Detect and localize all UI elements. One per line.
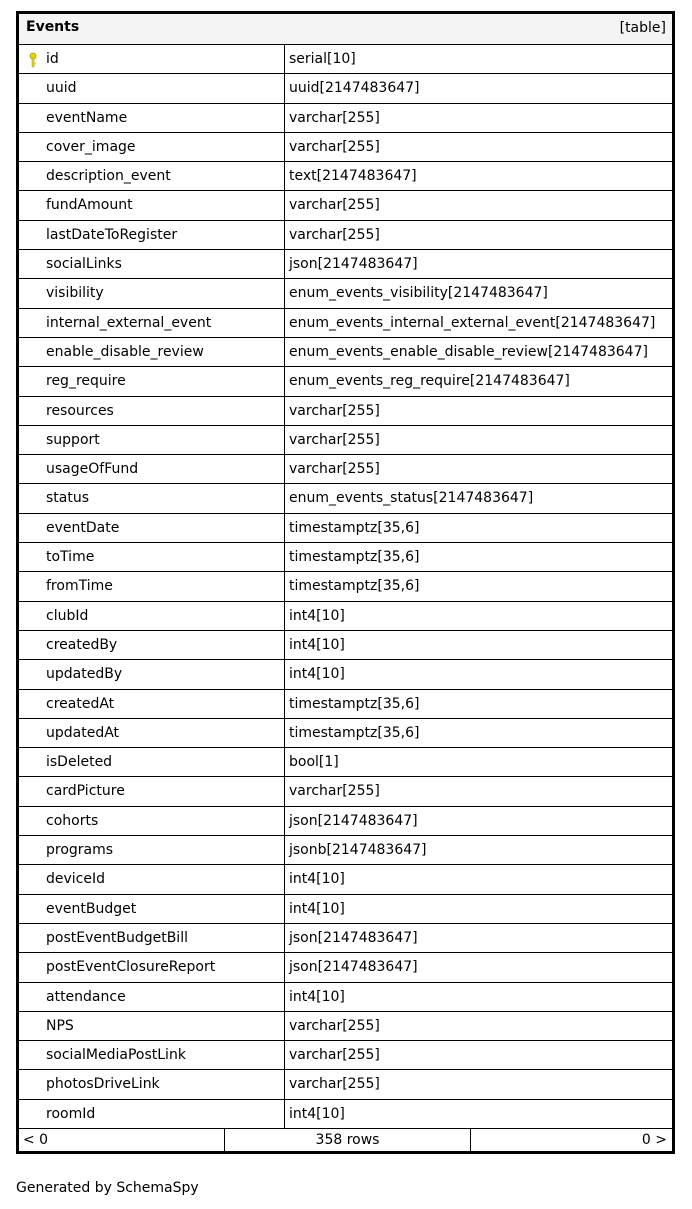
- column-name: updatedAt: [46, 724, 120, 741]
- column-name: createdBy: [46, 636, 118, 653]
- column-name-cell: [19, 983, 285, 1011]
- column-name-cell: [19, 602, 285, 630]
- column-row: [19, 279, 672, 308]
- key-icon: [28, 52, 38, 68]
- column-row: [19, 602, 672, 631]
- column-name-cell: [19, 309, 285, 337]
- column-name: usageOfFund: [46, 461, 139, 478]
- column-type: varchar[255]: [289, 1017, 380, 1034]
- column-name: eventDate: [46, 519, 120, 536]
- parents-count: < 0: [19, 1129, 225, 1151]
- row-count: 358 rows: [225, 1129, 471, 1151]
- column-row: [19, 426, 672, 455]
- column-name: updatedBy: [46, 666, 123, 683]
- column-name-cell: [19, 455, 285, 483]
- column-name-cell: [19, 426, 285, 454]
- column-name: lastDateToRegister: [46, 226, 178, 243]
- column-row: [19, 397, 672, 426]
- children-count: 0 >: [641, 1131, 667, 1148]
- column-name-cell: [19, 953, 285, 981]
- column-row: [19, 1012, 672, 1041]
- column-name-cell: [19, 133, 285, 161]
- column-row: [19, 162, 672, 191]
- column-row: [19, 250, 672, 279]
- column-type: serial[10]: [289, 51, 356, 67]
- column-name: postEventBudgetBill: [46, 929, 188, 946]
- column-name-cell: [19, 191, 285, 219]
- column-name: uuid: [46, 80, 77, 97]
- column-name: deviceId: [46, 871, 106, 888]
- column-name: socialLinks: [46, 256, 122, 273]
- column-name: programs: [46, 842, 114, 859]
- column-row: [19, 484, 672, 513]
- column-row: [19, 221, 672, 250]
- column-name-cell: [19, 807, 285, 835]
- column-type: enum_events_reg_require[2147483647]: [289, 373, 570, 390]
- column-row: [19, 690, 672, 719]
- column-name-cell: [19, 338, 285, 366]
- column-name: cardPicture: [46, 783, 125, 800]
- column-type: varchar[255]: [289, 109, 380, 126]
- column-name-cell: [19, 777, 285, 805]
- column-name-cell: [19, 895, 285, 923]
- column-row: [19, 455, 672, 484]
- column-type: varchar[255]: [289, 226, 380, 243]
- column-type: jsonb[2147483647]: [289, 842, 427, 859]
- column-name-cell: [19, 836, 285, 864]
- column-name-cell: [19, 279, 285, 307]
- column-name-cell: [19, 543, 285, 571]
- column-name: clubId: [46, 607, 89, 624]
- column-name-cell: [19, 690, 285, 718]
- column-row: [19, 1100, 672, 1129]
- column-type: varchar[255]: [289, 402, 380, 419]
- column-name: resources: [46, 402, 114, 419]
- column-name: description_event: [46, 168, 171, 185]
- column-type: int4[10]: [289, 1105, 345, 1122]
- column-name: eventBudget: [46, 900, 137, 917]
- column-type: timestamptz[35,6]: [289, 695, 420, 712]
- column-name-cell: [19, 1041, 285, 1069]
- column-row: [19, 133, 672, 162]
- column-type: varchar[255]: [289, 461, 380, 478]
- column-name: internal_external_event: [46, 314, 212, 331]
- column-type: int4[10]: [289, 988, 345, 1005]
- column-type: json[2147483647]: [289, 812, 418, 829]
- column-name: attendance: [46, 988, 126, 1005]
- column-row: [19, 807, 672, 836]
- column-name: cover_image: [46, 138, 136, 155]
- column-name-cell: [19, 660, 285, 688]
- column-row: [19, 953, 672, 982]
- column-row: [19, 74, 672, 103]
- column-row: [19, 836, 672, 865]
- column-name: reg_require: [46, 373, 126, 390]
- column-name: socialMediaPostLink: [46, 1047, 186, 1064]
- column-type: int4[10]: [289, 900, 345, 917]
- column-row: [19, 191, 672, 220]
- column-name-cell: [19, 1100, 285, 1128]
- column-row: [19, 367, 672, 396]
- column-name: enable_disable_review: [46, 343, 204, 360]
- column-type: int4[10]: [289, 666, 345, 683]
- generated-by-text: Generated by SchemaSpy: [16, 1180, 199, 1196]
- column-type: json[2147483647]: [289, 256, 418, 273]
- column-name-cell: [19, 221, 285, 249]
- column-row: [19, 631, 672, 660]
- column-name-cell: [19, 45, 285, 73]
- column-row: [19, 924, 672, 953]
- column-type: json[2147483647]: [289, 959, 418, 976]
- column-name-cell: [19, 1012, 285, 1040]
- column-name: NPS: [46, 1017, 74, 1034]
- column-row: [19, 660, 672, 689]
- column-type: varchar[255]: [289, 431, 380, 448]
- column-type: varchar[255]: [289, 138, 380, 155]
- entity-footer: [19, 1129, 672, 1151]
- column-name-cell: [19, 865, 285, 893]
- column-type: varchar[255]: [289, 197, 380, 214]
- column-name: visibility: [46, 285, 104, 302]
- column-type: int4[10]: [289, 871, 345, 888]
- column-type: text[2147483647]: [289, 168, 417, 185]
- column-name-cell: [19, 1070, 285, 1098]
- column-row: [19, 865, 672, 894]
- column-type: json[2147483647]: [289, 929, 418, 946]
- column-row: [19, 572, 672, 601]
- column-type: int4[10]: [289, 636, 345, 653]
- column-type: timestamptz[35,6]: [289, 519, 420, 536]
- column-row: [19, 895, 672, 924]
- column-row: [19, 309, 672, 338]
- column-type: enum_events_enable_disable_review[2147483647]: [289, 343, 648, 360]
- column-row: [19, 777, 672, 806]
- entity-header: [19, 14, 672, 45]
- column-name: support: [46, 431, 100, 448]
- column-name: cohorts: [46, 812, 99, 829]
- column-row: [19, 514, 672, 543]
- column-type: varchar[255]: [289, 783, 380, 800]
- entity-name: Events: [26, 19, 80, 35]
- column-type: bool[1]: [289, 754, 339, 771]
- entity-kind: [table]: [619, 20, 666, 36]
- column-name: isDeleted: [46, 754, 113, 771]
- column-name: status: [46, 490, 90, 507]
- column-name: postEventClosureReport: [46, 959, 216, 976]
- column-row: [19, 45, 672, 74]
- column-name-cell: [19, 719, 285, 747]
- column-name: createdAt: [46, 695, 115, 712]
- column-name: roomId: [46, 1105, 96, 1122]
- column-row: [19, 748, 672, 777]
- column-name-cell: [19, 924, 285, 952]
- column-row: [19, 1070, 672, 1099]
- column-type: enum_events_visibility[2147483647]: [289, 285, 548, 302]
- column-name-cell: [19, 748, 285, 776]
- column-name: id: [46, 51, 59, 67]
- column-name-cell: [19, 514, 285, 542]
- column-row: [19, 543, 672, 572]
- column-name-cell: [19, 250, 285, 278]
- column-name-cell: [19, 367, 285, 395]
- entity-table-events: [16, 11, 675, 1154]
- column-type: int4[10]: [289, 607, 345, 624]
- column-type: enum_events_internal_external_event[2147483647]: [289, 314, 656, 331]
- column-name: toTime: [46, 549, 95, 566]
- column-name-cell: [19, 104, 285, 132]
- column-name-cell: [19, 572, 285, 600]
- column-name: fundAmount: [46, 197, 133, 214]
- column-type: varchar[255]: [289, 1076, 380, 1093]
- column-name-cell: [19, 162, 285, 190]
- column-type: timestamptz[35,6]: [289, 578, 420, 595]
- column-row: [19, 104, 672, 133]
- column-row: [19, 983, 672, 1012]
- column-row: [19, 719, 672, 748]
- column-name-cell: [19, 397, 285, 425]
- column-list: [19, 45, 672, 1129]
- column-name-cell: [19, 484, 285, 512]
- column-name-cell: [19, 631, 285, 659]
- column-row: [19, 1041, 672, 1070]
- column-type: timestamptz[35,6]: [289, 724, 420, 741]
- column-name: fromTime: [46, 578, 113, 595]
- column-name: photosDriveLink: [46, 1076, 160, 1093]
- column-type: uuid[2147483647]: [289, 80, 420, 97]
- column-type: enum_events_status[2147483647]: [289, 490, 534, 507]
- column-type: timestamptz[35,6]: [289, 549, 420, 566]
- column-type: varchar[255]: [289, 1047, 380, 1064]
- column-row: [19, 338, 672, 367]
- column-name: eventName: [46, 109, 128, 126]
- column-name-cell: [19, 74, 285, 102]
